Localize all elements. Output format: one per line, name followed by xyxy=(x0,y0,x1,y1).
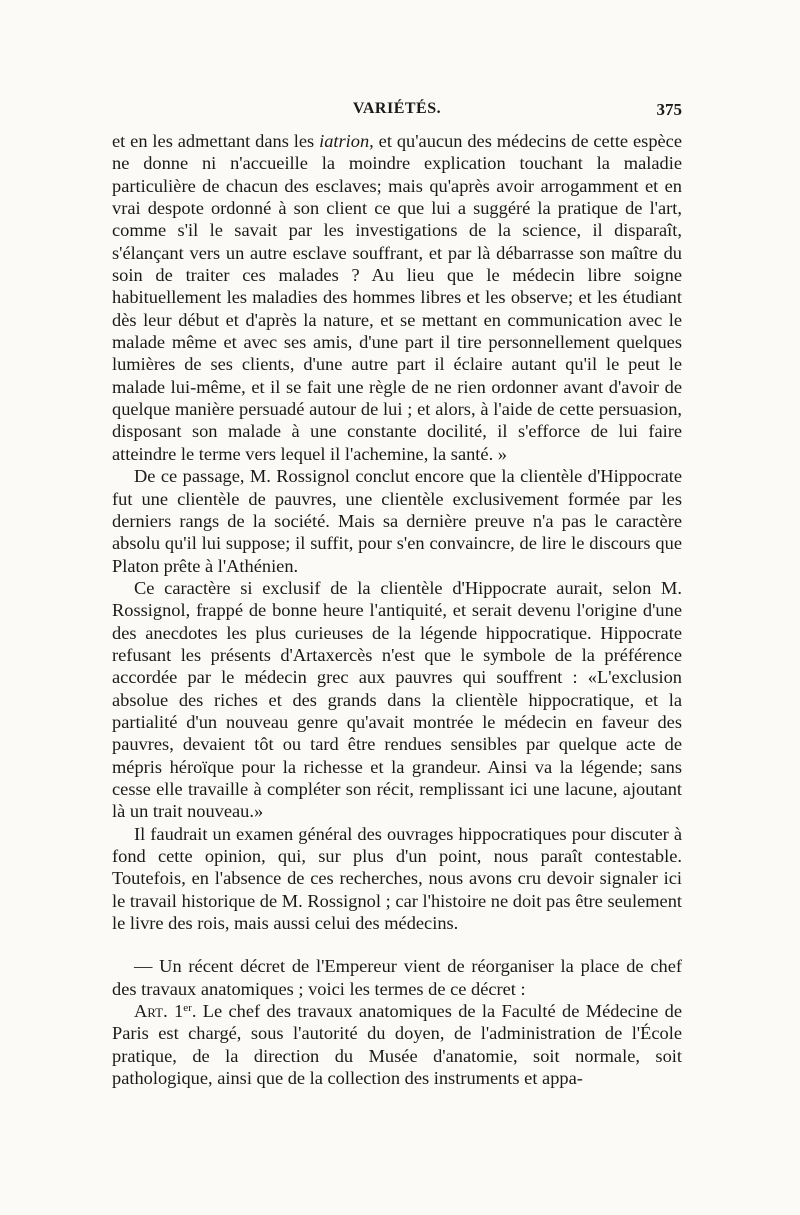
text-run: et en les admettant dans les xyxy=(112,131,320,151)
text-run: et qu'aucun des médecins de cette espèce ne donne ni n'accueille la moindre explication touchant la maladie particulière de chacun des esclaves; mais qu'après avoir arrogamment et en vrai despote ordonné à son client ce que lui a suggéré la pratique de l'art, comme s'il le savait par les investigations de la science, il disparaît, s'élançant vers un autre esclave souffrant, et par là débarrasse son maître du soin de traiter ces malades ? Au lieu que le médecin libre soigne habituellement les maladies des hommes libres et les observe; et les étudiant dès leur début et d'après la nature, et se mettant en communication avec le malade même et avec ses amis, d'une part il tire personnellement quelques lumières de ses clients, d'une autre part il éclaire autant qu'il le peut le malade lui-même, et il se fait une règle de ne rien ordonner avant d'avoir de quelque manière persuadé autour de lui ; et alors, à l'aide de cette persuasion, disposant son malade à une constante docilité, il s'efforce de lui faire atteindre le terme vers lequel il l'achemine, la santé. » xyxy=(112,131,682,464)
paragraph-p4 xyxy=(112,823,682,935)
text-run: . Le chef des travaux anatomiques de la Faculté de Médecine de Paris est chargé, sous l'autorité du doyen, de l'administration de l'École pratique, de la direction du Musée d'anatomie, soit normale, soit pathologique, ainsi que de la collection des instruments et appa- xyxy=(112,1001,682,1089)
page-header xyxy=(112,100,682,126)
paragraph-p3 xyxy=(112,577,682,823)
paragraph-p6 xyxy=(112,1000,682,1089)
running-head: VARIÉTÉS. xyxy=(352,100,442,117)
paragraph-p1 xyxy=(112,130,682,465)
document-body xyxy=(112,130,682,1089)
text-run: iatrion, xyxy=(319,131,374,151)
text-run: er xyxy=(183,1002,192,1015)
text-run: De ce passage, M. Rossignol conclut encore que la clientèle d'Hippocrate fut une clientèle de pauvres, une clientèle exclusivement formée par les derniers rangs de la société. Mais sa dernière preuve n'a pas le caractère absolu qu'il lui suppose; il suffit, pour s'en convaincre, de lire le discours que Platon prête à l'Athénien. xyxy=(112,466,682,576)
paragraph-p5 xyxy=(112,955,682,1000)
page-number: 375 xyxy=(656,100,682,119)
text-run: — Un récent décret de l'Empereur vient de réorganiser la place de chef des travaux anatomiques ; voici les termes de ce décret : xyxy=(112,956,682,999)
text-run: Art. 1 xyxy=(134,1001,184,1022)
text-run: Ce caractère si exclusif de la clientèle d'Hippocrate aurait, selon M. Rossignol, frappé de bonne heure l'antiquité, et serait devenu l'origine d'une des anecdotes les plus curieuses de la légende hippocratique. Hippocrate refusant les présents d'Artaxercès n'est que le symbole de la préférence accordée par le médecin grec aux pauvres qui souffrent : «L'exclusion absolue des riches et des grands dans la clientèle hippocratique, et la partialité d'un nouveau genre qu'avait montrée le médecin en faveur des pauvres, devaient tôt ou tard être rendues sensibles par quelque acte de mépris héroïque pour la richesse et la grandeur. Ainsi va la légende; sans cesse elle travaille à compléter son récit, remplissant ici une lacune, ajoutant là un trait nouveau.» xyxy=(112,577,682,822)
paragraph-p2 xyxy=(112,465,682,577)
text-run: Il faudrait un examen général des ouvrages hippocratiques pour discuter à fond cette opinion, qui, sur plus d'un point, nous paraît contestable. Toutefois, en l'absence de ces recherches, nous avons cru devoir signaler ici le travail historique de M. Rossignol ; car l'histoire ne doit pas être seulement le livre des rois, mais aussi celui des médecins. xyxy=(112,823,682,934)
